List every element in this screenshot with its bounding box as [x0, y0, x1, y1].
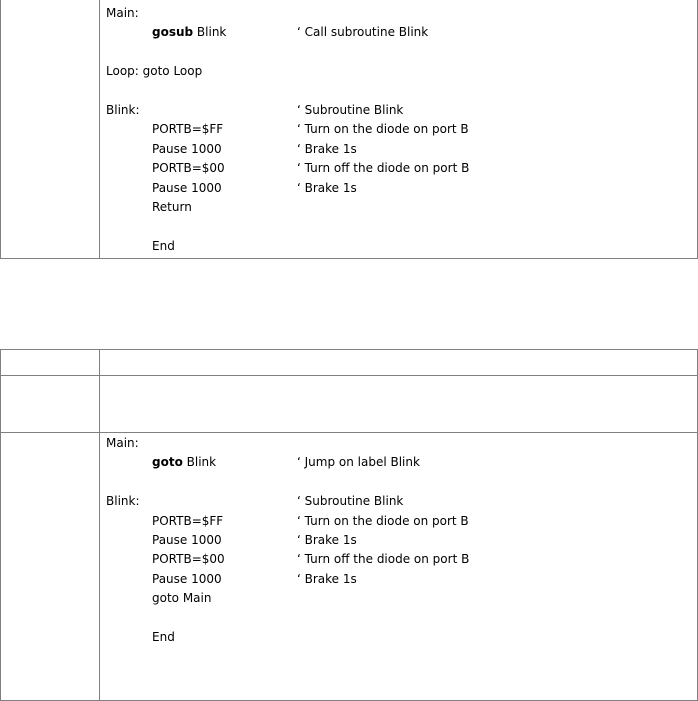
- code-line: PORTB=$FF ‘ Turn on the diode on port B: [152, 513, 469, 528]
- code-line: PORTB=$FF ‘ Turn on the diode on port B: [152, 122, 469, 137]
- table1-column-divider: [99, 0, 100, 259]
- code-line: goto Main: [152, 591, 212, 606]
- code-line: Pause 1000 ‘ Brake 1s: [152, 141, 357, 156]
- code-line: Loop: goto Loop: [106, 64, 203, 79]
- code-line: [106, 82, 698, 101]
- code-line: [106, 43, 698, 62]
- table2-code-block: [106, 434, 698, 647]
- code-line: PORTB=$00 ‘ Turn off the diode on port B: [152, 161, 470, 176]
- code-line: End: [152, 238, 175, 253]
- code-line: Main:: [106, 6, 139, 20]
- code-line: Main:: [106, 436, 139, 450]
- code-line: Pause 1000 ‘ Brake 1s: [152, 180, 357, 195]
- table2-row-divider: [1, 375, 697, 376]
- table1-code-block: [106, 4, 698, 256]
- code-line: Pause 1000 ‘ Brake 1s: [152, 532, 357, 547]
- code-line: [106, 217, 698, 236]
- code-line: [106, 609, 698, 628]
- code-line: Blink: ‘ Subroutine Blink: [106, 102, 404, 117]
- code-line: PORTB=$00 ‘ Turn off the diode on port B: [152, 552, 470, 567]
- code-line: Blink: ‘ Subroutine Blink: [106, 494, 404, 509]
- code-line: Pause 1000 ‘ Brake 1s: [152, 571, 357, 586]
- table2-row-divider: [1, 432, 697, 433]
- code-line: gosub Blink ‘ Call subroutine Blink: [152, 25, 429, 40]
- table2-column-divider: [99, 350, 100, 700]
- code-line: [106, 473, 698, 492]
- code-line: Return: [152, 199, 192, 214]
- code-line: End: [152, 629, 175, 644]
- code-line: goto Blink ‘ Jump on label Blink: [152, 455, 420, 470]
